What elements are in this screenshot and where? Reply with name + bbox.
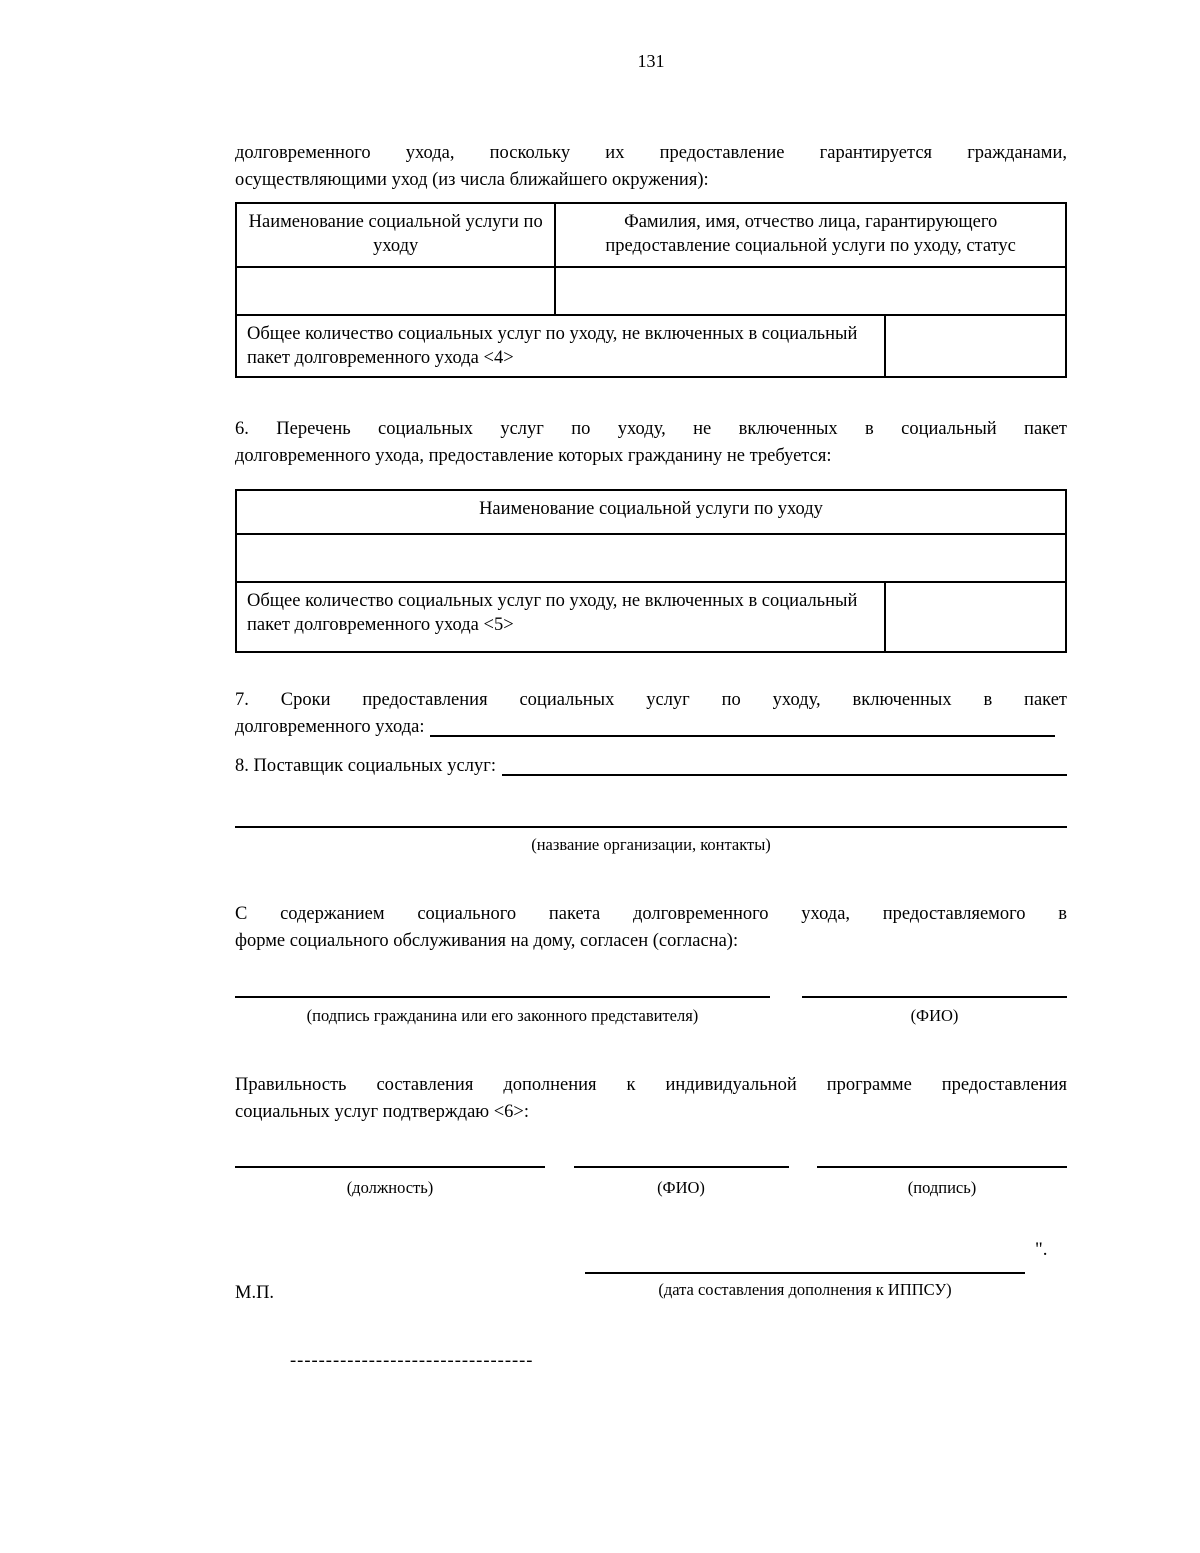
section6-line-2: долговременного ухода, предоставление которых гражданину не требуется: (235, 445, 832, 466)
citizen-fio-caption: (ФИО) (910, 1006, 959, 1026)
table2-total-value (885, 582, 1066, 652)
table2-total-label: Общее количество социальных услуг по уходу, не включенных в социальный пакет долговременного ухода <5> (236, 582, 885, 652)
official-caption-row (235, 1176, 1067, 1200)
section8-row (235, 753, 1067, 780)
section6-line-1: 6. Перечень социальных услуг по уходу, не включенных в социальный пакет (235, 418, 1067, 439)
section7-paragraph (235, 687, 1067, 741)
consent-caption-row (235, 1004, 1067, 1028)
table1-col2-header: Фамилия, имя, отчество лица, гарантирующего предоставление социальной услуги по уходу, статус (555, 203, 1066, 267)
citizen-signature-caption: (подпись гражданина или его законного представителя) (306, 1006, 699, 1026)
citizen-fio-line (802, 996, 1067, 998)
official-signature-caption: (подпись) (907, 1177, 977, 1197)
intro-line-2: осуществляющими уход (из числа ближайшего окружения): (235, 169, 709, 190)
table1-total-value (885, 315, 1066, 377)
table2-header: Наименование социальной услуги по уходу (236, 490, 1066, 534)
confirmation-line-1: Правильность составления дополнения к индивидуальной программе предоставления (235, 1075, 1067, 1096)
section8-blank-line (502, 774, 1067, 776)
consent-paragraph (235, 901, 1067, 955)
official-fio-line (574, 1166, 789, 1168)
citizen-signature-line (235, 996, 770, 998)
official-fio-caption: (ФИО) (657, 1177, 705, 1197)
page-number: 131 (637, 51, 665, 71)
section8-label: 8. Поставщик социальных услуг: (235, 755, 496, 776)
intro-paragraph (235, 140, 1067, 194)
dashed-separator: ---------------------------------- (290, 1350, 534, 1371)
date-line (585, 1272, 1025, 1274)
confirmation-paragraph (235, 1072, 1067, 1126)
official-signature-row (235, 1166, 1067, 1168)
organization-line (235, 826, 1067, 828)
table1-empty-cell-1 (236, 267, 555, 315)
mp-stamp-label: М.П. (235, 1282, 275, 1303)
organization-caption: (название организации, контакты) (531, 834, 771, 854)
official-signature-line (817, 1166, 1067, 1168)
guaranteed-services-table (235, 202, 1067, 378)
date-block (235, 1236, 1067, 1332)
document-content (235, 0, 1067, 1375)
position-line (235, 1166, 545, 1168)
consent-signature-row (235, 996, 1067, 998)
date-caption: (дата составления дополнения к ИППСУ) (658, 1279, 952, 1299)
table1-empty-cell-2 (555, 267, 1066, 315)
section7-line-1: 7. Сроки предоставления социальных услуг по уходу, включенных в пакет (235, 690, 1067, 711)
consent-line-1: С содержанием социального пакета долговременного ухода, предоставляемого в (235, 903, 1067, 924)
section7-line-2-label: долговременного ухода: (235, 717, 425, 738)
position-caption: (должность) (346, 1177, 434, 1197)
section6-paragraph (235, 416, 1067, 470)
table1-total-label: Общее количество социальных услуг по уходу, не включенных в социальный пакет долговременного ухода <4> (236, 315, 885, 377)
confirmation-line-2: социальных услуг подтверждаю <6>: (235, 1102, 529, 1123)
not-required-services-table (235, 489, 1067, 653)
closing-quote: ". (1035, 1238, 1048, 1260)
table2-empty-cell (236, 534, 1066, 582)
consent-line-2: форме социального обслуживания на дому, согласен (согласна): (235, 930, 739, 951)
table1-col1-header: Наименование социальной услуги по уходу (236, 203, 555, 267)
section7-blank-line (430, 735, 1055, 737)
intro-line-1: долговременного ухода, поскольку их предоставление гарантируется гражданами, (235, 143, 1067, 163)
